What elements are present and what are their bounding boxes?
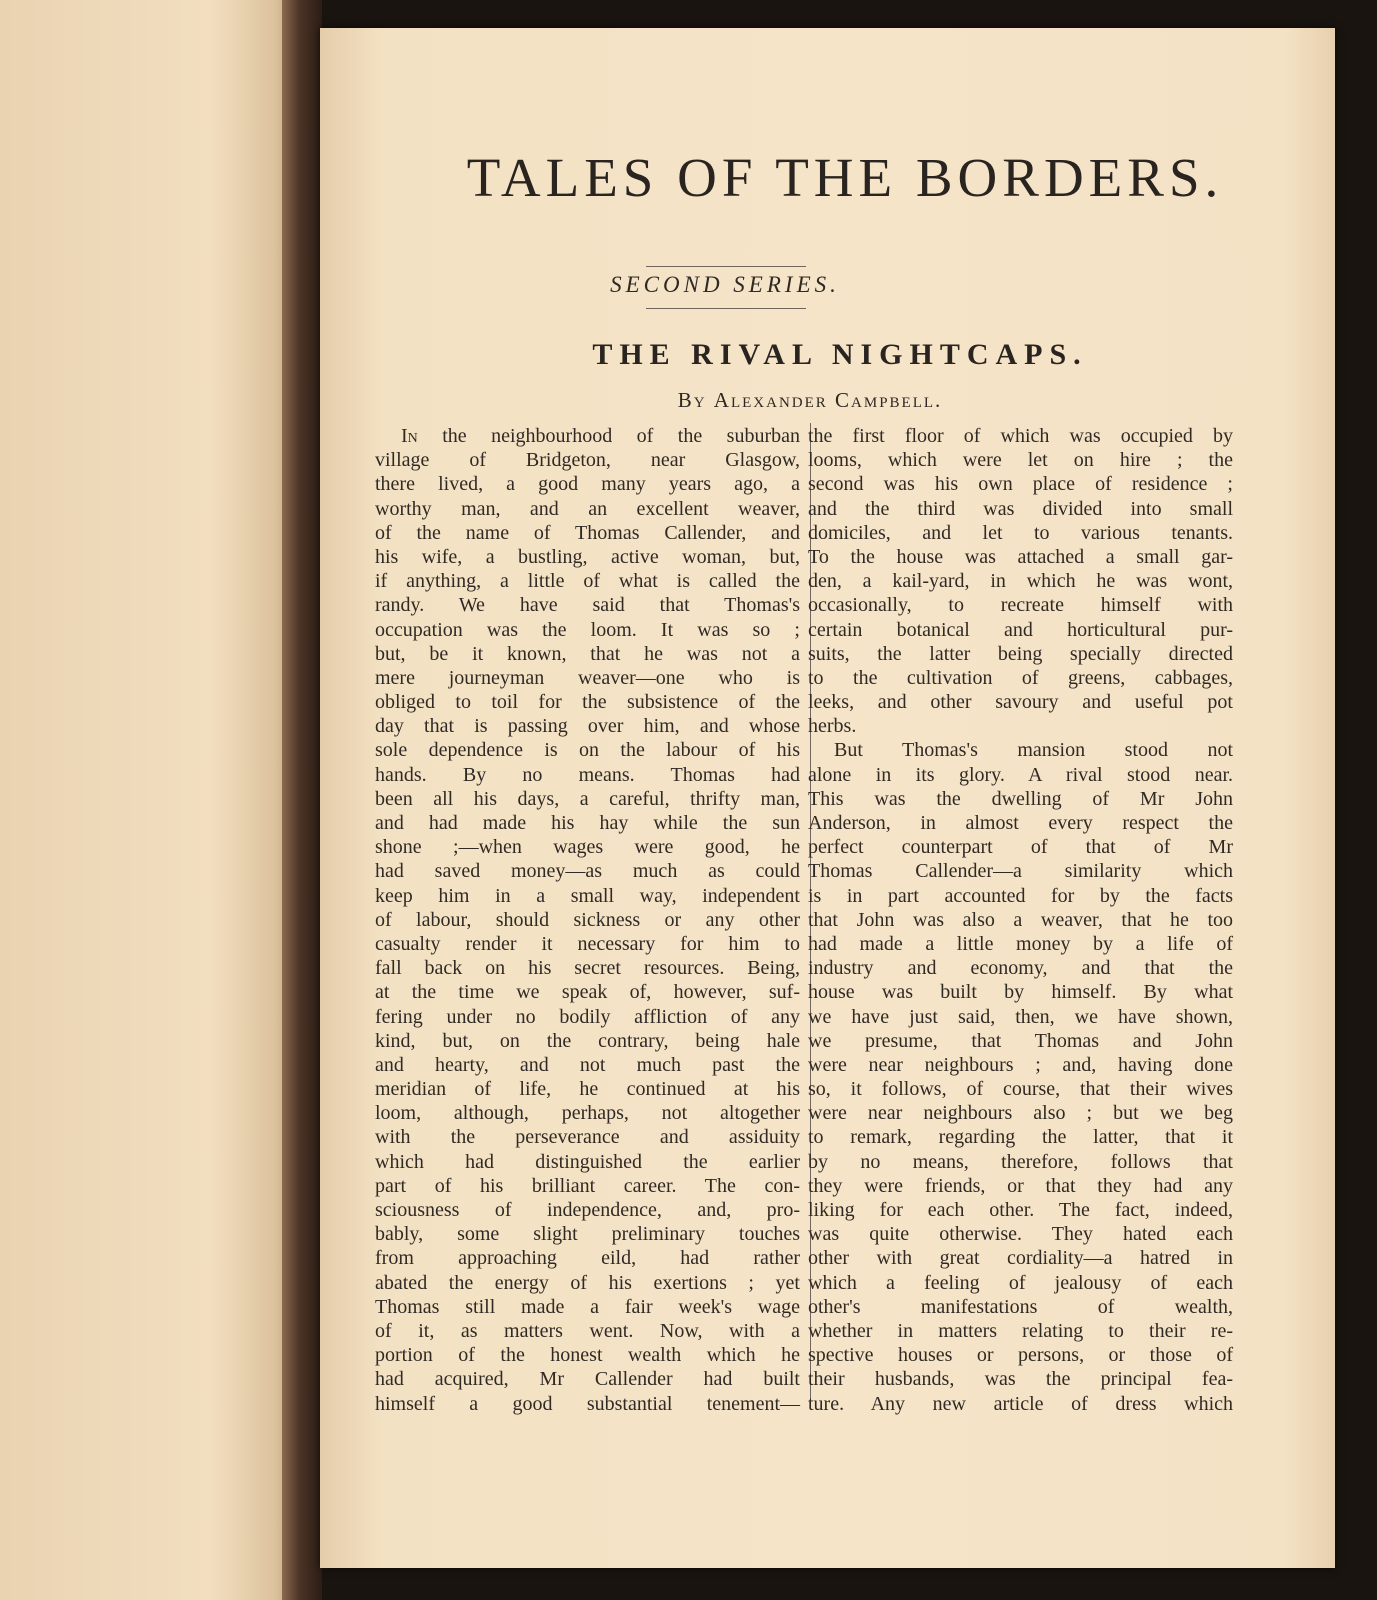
text-line: house was built by himself. By what <box>808 981 1233 1004</box>
text-line: liking for each other. The fact, indeed, <box>808 1199 1233 1221</box>
text-line: ture. Any new article of dress which <box>808 1392 1233 1415</box>
text-line: meridian of life, he continued at his <box>375 1078 800 1101</box>
story-title: THE RIVAL NIGHTCAPS. <box>592 338 1088 371</box>
text-line: shone ;—when wages were good, he <box>375 836 800 859</box>
text-line: perfect counterpart of that of Mr <box>808 836 1233 859</box>
text-line: hands. By no means. Thomas had <box>375 763 800 786</box>
text-line: were near neighbours also ; but we beg <box>808 1102 1233 1125</box>
text-line: their husbands, was the principal fea- <box>808 1368 1233 1391</box>
text-line: This was the dwelling of Mr John <box>808 787 1233 810</box>
text-line: industry and economy, and that the <box>808 957 1233 980</box>
text-line: mere journeyman weaver—one who is <box>375 666 800 689</box>
text-line: by no means, therefore, follows that <box>808 1150 1233 1173</box>
text-line: casualty render it necessary for him to <box>375 932 800 955</box>
book-title: TALES OF THE BORDERS. <box>466 147 1224 208</box>
text-line: which a feeling of jealousy of each <box>808 1271 1233 1294</box>
text-line: bably, some slight preliminary touches <box>375 1223 800 1246</box>
text-line: leeks, and other savoury and useful pot <box>808 691 1233 714</box>
text-line: worthy man, and an excellent weaver, <box>375 497 800 520</box>
text-line: occasionally, to recreate himself with <box>808 594 1233 617</box>
left-blank-page <box>0 0 300 1600</box>
text-line: himself a good substantial tenement— <box>375 1392 800 1415</box>
text-line: second was his own place of residence ; <box>808 473 1233 496</box>
text-line: But Thomas's mansion stood not <box>834 739 1233 762</box>
text-line: suits, the latter being specially directed <box>808 642 1233 665</box>
text-line: sole dependence is on the labour of his <box>375 739 800 762</box>
text-line: keep him in a small way, independent <box>375 884 800 907</box>
text-line: we presume, that Thomas and John <box>808 1029 1233 1052</box>
text-line: portion of the honest wealth which he <box>375 1344 800 1367</box>
text-line: occupation was the loom. It was so ; <box>375 618 800 641</box>
text-line: his wife, a bustling, active woman, but, <box>375 545 800 568</box>
text-line: fering under no bodily affliction of any <box>375 1005 800 1028</box>
text-line: Thomas Callender—a similarity which <box>808 860 1233 883</box>
text-line: sciousness of independence, and, pro- <box>375 1199 800 1221</box>
text-line: randy. We have said that Thomas's <box>375 594 800 617</box>
text-line: there lived, a good many years ago, a <box>375 473 800 496</box>
text-line: and hearty, and not much past the <box>375 1053 800 1076</box>
text-line: and the third was divided into small <box>808 497 1233 520</box>
series-rule-top <box>646 266 806 267</box>
text-line: whether in matters relating to their re- <box>808 1319 1233 1342</box>
text-line: den, a kail-yard, in which he was wont, <box>808 570 1233 593</box>
byline-prefix: By <box>677 388 707 412</box>
text-line: spective houses or persons, or those of <box>808 1344 1233 1367</box>
text-line: Anderson, in almost every respect the <box>808 812 1233 834</box>
text-line: kind, but, on the contrary, being hale <box>375 1029 800 1052</box>
text-line: certain botanical and horticultural pur- <box>808 618 1233 641</box>
text-line: was quite otherwise. They hated each <box>808 1223 1233 1246</box>
text-line: that John was also a weaver, that he too <box>808 908 1233 931</box>
text-line: other's manifestations of wealth, <box>808 1295 1233 1318</box>
text-line: they were friends, or that they had any <box>808 1174 1233 1197</box>
text-line: obliged to toil for the subsistence of the <box>375 691 800 714</box>
book-page <box>320 28 1335 1568</box>
text-line: to remark, regarding the latter, that it <box>808 1126 1233 1149</box>
text-line: if anything, a little of what is called the <box>375 570 800 593</box>
text-line: of labour, should sickness or any other <box>375 908 800 931</box>
text-line: looms, which were let on hire ; the <box>808 449 1233 472</box>
text-line: other with great cordiality—a hatred in <box>808 1247 1233 1270</box>
text-line: had acquired, Mr Callender had built <box>375 1368 800 1391</box>
series-rule-bottom <box>646 308 806 309</box>
text-line: fall back on his secret resources. Being, <box>375 957 800 980</box>
left-text-column <box>375 424 800 1416</box>
text-line: with the perseverance and assiduity <box>375 1126 800 1149</box>
text-line: had saved money—as much as could <box>375 860 800 883</box>
text-line: To the house was attached a small gar- <box>808 545 1233 568</box>
text-line: so, it follows, of course, that their wives <box>808 1078 1233 1101</box>
text-line: but, be it known, that he was not a <box>375 642 800 665</box>
text-line: herbs. <box>808 715 857 738</box>
text-line: domiciles, and let to various tenants. <box>808 521 1233 544</box>
book-spine <box>282 0 322 1600</box>
text-line: alone in its glory. A rival stood near. <box>808 763 1233 786</box>
text-line: we have just said, then, we have shown, <box>808 1005 1233 1028</box>
text-line: of the name of Thomas Callender, and <box>375 521 800 544</box>
text-line: which had distinguished the earlier <box>375 1150 800 1173</box>
drop-cap-word: In <box>401 425 418 447</box>
byline-author: Alexander Campbell. <box>713 388 943 412</box>
text-line-rest: the neighbourhood of the suburban <box>417 425 800 447</box>
text-line: to the cultivation of greens, cabbages, <box>808 666 1233 689</box>
text-line: part of his brilliant career. The con- <box>375 1174 800 1197</box>
text-line: the first floor of which was occupied by <box>808 425 1233 447</box>
text-line: were near neighbours ; and, having done <box>808 1053 1233 1076</box>
text-line: of it, as matters went. Now, with a <box>375 1319 800 1342</box>
right-text-column <box>808 424 1233 1416</box>
text-line: loom, although, perhaps, not altogether <box>375 1102 800 1125</box>
text-line: is in part accounted for by the facts <box>808 884 1233 907</box>
text-line: had made a little money by a life of <box>808 932 1233 955</box>
text-line: and had made his hay while the sun <box>375 812 800 834</box>
text-line: day that is passing over him, and whose <box>375 715 800 738</box>
text-line: been all his days, a careful, thrifty man, <box>375 787 800 810</box>
text-line: abated the energy of his exertions ; yet <box>375 1271 800 1294</box>
text-line: village of Bridgeton, near Glasgow, <box>375 449 800 472</box>
text-line: at the time we speak of, however, suf- <box>375 981 800 1004</box>
text-line: Thomas still made a fair week's wage <box>375 1295 800 1318</box>
series-heading: SECOND SERIES. <box>610 272 840 297</box>
text-line: from approaching eild, had rather <box>375 1247 800 1270</box>
byline <box>570 388 1050 413</box>
text-line <box>375 424 800 448</box>
